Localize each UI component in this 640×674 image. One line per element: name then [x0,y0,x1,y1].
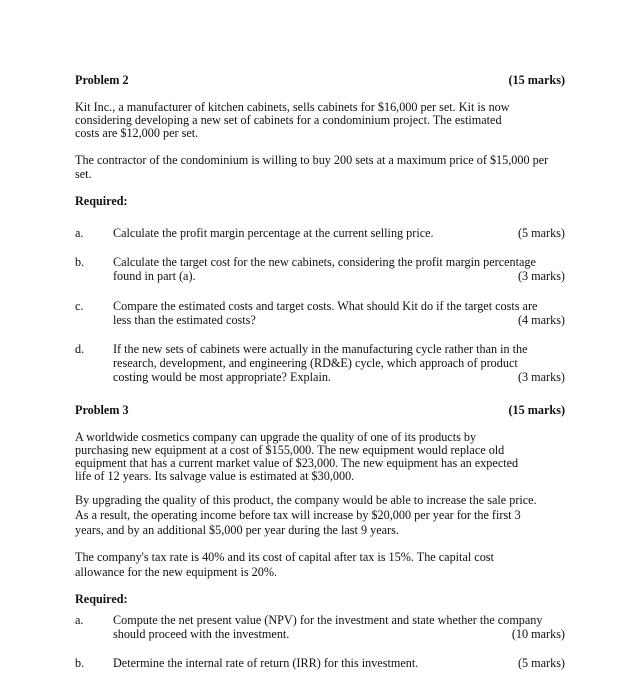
problem-2-item-b-line1: Calculate the target cost for the new cabinets, considering the profit margin percentage [113,255,536,269]
problem-3-para2-line2: As a result, the operating income before tax will increase by $20,000 per year for the first 3 [75,508,521,522]
problem-2-item-d-line3: costing would be most appropriate? Explain. [113,370,331,384]
problem-3-para1-line2: purchasing new equipment at a cost of $155,000. The new equipment would replace old [75,443,505,457]
problem-2-item-c-line2: less than the estimated costs? [113,313,256,327]
problem-2-item-b-marks: (3 marks) [517,269,565,283]
problem-3-para3-line2: allowance for the new equipment is 20%. [75,565,278,579]
problem-2-item-d-label: d. [75,342,85,356]
problem-2-item-d-line2: research, development, and engineering (RD&E) cycle, which approach of product [113,356,518,370]
problem-2-item-c-label: c. [75,299,84,313]
problem-3-para3-line1: The company's tax rate is 40% and its cost of capital after tax is 15%. The capital cost [75,550,494,564]
problem-2-item-a-label: a. [75,226,84,240]
problem-3-para2-line1: By upgrading the quality of this product, the company would be able to increase the sale price. [75,493,537,507]
problem-3-item-a-line2: should proceed with the investment. [113,627,290,641]
problem-2-item-b-line2: found in part (a). [113,269,196,283]
problem-2-title: Problem 2 [75,73,129,87]
problem-2-item-a-marks: (5 marks) [517,226,565,240]
problem-3-para2-line3: years, and by an additional $5,000 per year during the last 9 years. [75,523,399,537]
problem-2-para1-line3: costs are $12,000 per set. [75,126,199,140]
problem-2-item-d-marks: (3 marks) [517,370,565,384]
problem-2-marks: (15 marks) [508,73,565,87]
problem-3-item-a-line1: Compute the net present value (NPV) for the investment and state whether the company [113,613,543,627]
problem-2-item-b-label: b. [75,255,85,269]
problem-2-item-c-marks: (4 marks) [517,313,565,327]
problem-2-para2-line2: set. [75,167,92,181]
problem-3-marks: (15 marks) [508,403,565,417]
problem-2-para2-line1: The contractor of the condominium is willing to buy 200 sets at a maximum price of $15,000 per [75,153,549,167]
problem-2-item-a-line1: Calculate the profit margin percentage at the current selling price. [113,226,434,240]
problem-3-required-heading: Required: [75,592,128,606]
problem-2-para1-line1: Kit Inc., a manufacturer of kitchen cabinets, sells cabinets for $16,000 per set. Kit is now [75,100,510,114]
problem-2-para1-line2: considering developing a new set of cabinets for a condominium project. The estimated [75,113,502,127]
problem-3-para1-line4: life of 12 years. Its salvage value is estimated at $30,000. [75,469,355,483]
problem-2-item-c-line1: Compare the estimated costs and target costs. What should Kit do if the target costs are [113,299,538,313]
problem-3-item-a-marks: (10 marks) [511,627,565,641]
problem-3-item-b-marks: (5 marks) [517,656,565,670]
problem-3-para1-line1: A worldwide cosmetics company can upgrade the quality of one of its products by [75,430,477,444]
problem-3-item-b-line1: Determine the internal rate of return (IRR) for this investment. [113,656,419,670]
problem-2-item-d-line1: If the new sets of cabinets were actually in the manufacturing cycle rather than in the [113,342,528,356]
problem-3-para1-line3: equipment that has a current market value of $23,000. The new equipment has an expected [75,456,519,470]
problem-3-title: Problem 3 [75,403,129,417]
problem-3-item-a-label: a. [75,613,84,627]
problem-2-required-heading: Required: [75,194,128,208]
problem-3-item-b-label: b. [75,656,85,670]
